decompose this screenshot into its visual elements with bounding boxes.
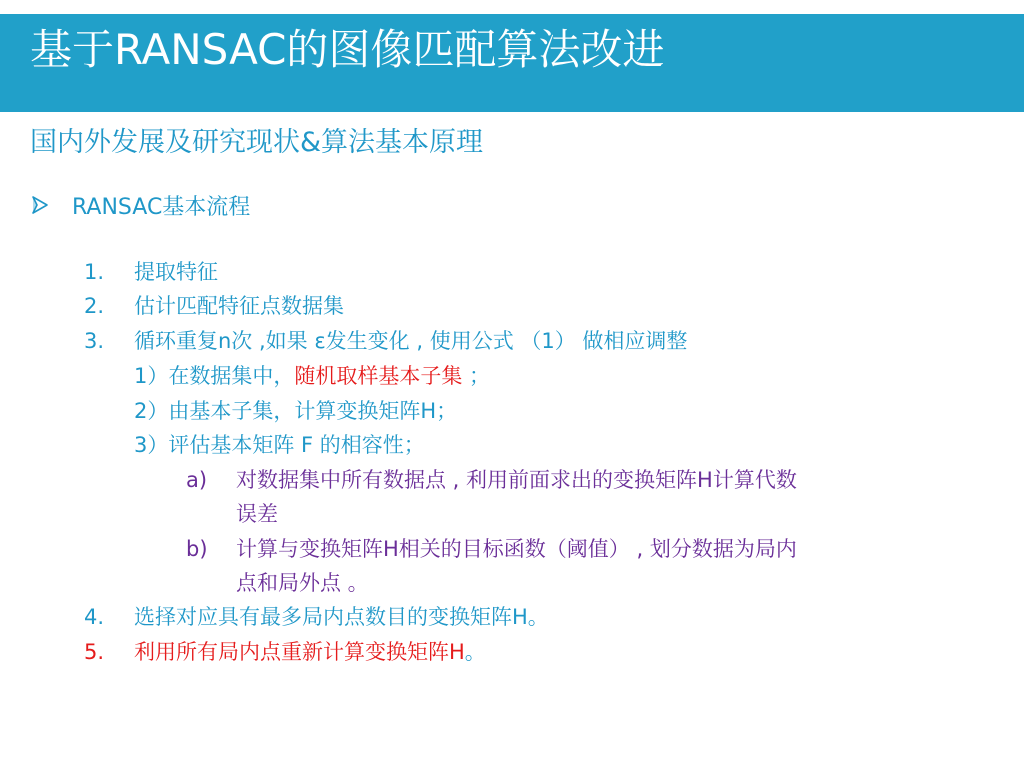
step-3-2: 2）由基本子集，计算变换矩阵H； bbox=[134, 399, 458, 423]
step-3-3b-line1: 计算与变换矩阵H相关的目标函数（阈值） , 划分数据为局内 bbox=[236, 537, 797, 561]
step-4-number: 4. bbox=[84, 605, 105, 629]
step-1-text: 提取特征 bbox=[134, 260, 218, 284]
step-1-number: 1. bbox=[84, 260, 105, 284]
step-4-text: 选择对应具有最多局内点数目的变换矩阵H。 bbox=[134, 605, 549, 629]
step-2-number: 2. bbox=[84, 294, 105, 318]
bullet-label: RANSAC基本流程 bbox=[72, 194, 251, 220]
step-5-suffix: 。 bbox=[464, 640, 486, 664]
step-3-1 bbox=[134, 360, 490, 392]
step-2-text: 估计匹配特征点数据集 bbox=[134, 294, 344, 318]
step-3-number: 3. bbox=[84, 329, 105, 353]
step-5-text: 利用所有局内点重新计算变换矩阵H bbox=[134, 640, 465, 664]
step-3-1-suffix: ； bbox=[462, 364, 491, 388]
step-3-3a-line2: 误差 bbox=[236, 502, 278, 526]
step-3-1-highlight: 随机取样基本子集 bbox=[294, 364, 463, 388]
step-5-number: 5. bbox=[84, 640, 105, 664]
step-3-3a-line1: 对数据集中所有数据点 , 利用前面求出的变换矩阵H计算代数 bbox=[236, 468, 797, 492]
step-3-text: 循环重复n次 ,如果 ε发生变化 , 使用公式 （1） 做相应调整 bbox=[134, 329, 688, 353]
step-3-3b-marker: b) bbox=[186, 537, 208, 561]
slide-title: 基于RANSAC的图像匹配算法改进 bbox=[30, 25, 665, 74]
step-3-3b-line2: 点和局外点 。 bbox=[236, 571, 369, 595]
step-3-1-prefix: 1）在数据集中， bbox=[134, 364, 295, 388]
step-3-3: 3）评估基本矩阵 F 的相容性； bbox=[134, 433, 425, 457]
bullet-ransac-process bbox=[30, 188, 250, 222]
arrow-bullet-icon bbox=[30, 195, 50, 215]
step-5 bbox=[134, 636, 486, 668]
step-3-3a-marker: a) bbox=[186, 468, 208, 492]
slide-subtitle: 国内外发展及研究现状&算法基本原理 bbox=[30, 127, 484, 158]
